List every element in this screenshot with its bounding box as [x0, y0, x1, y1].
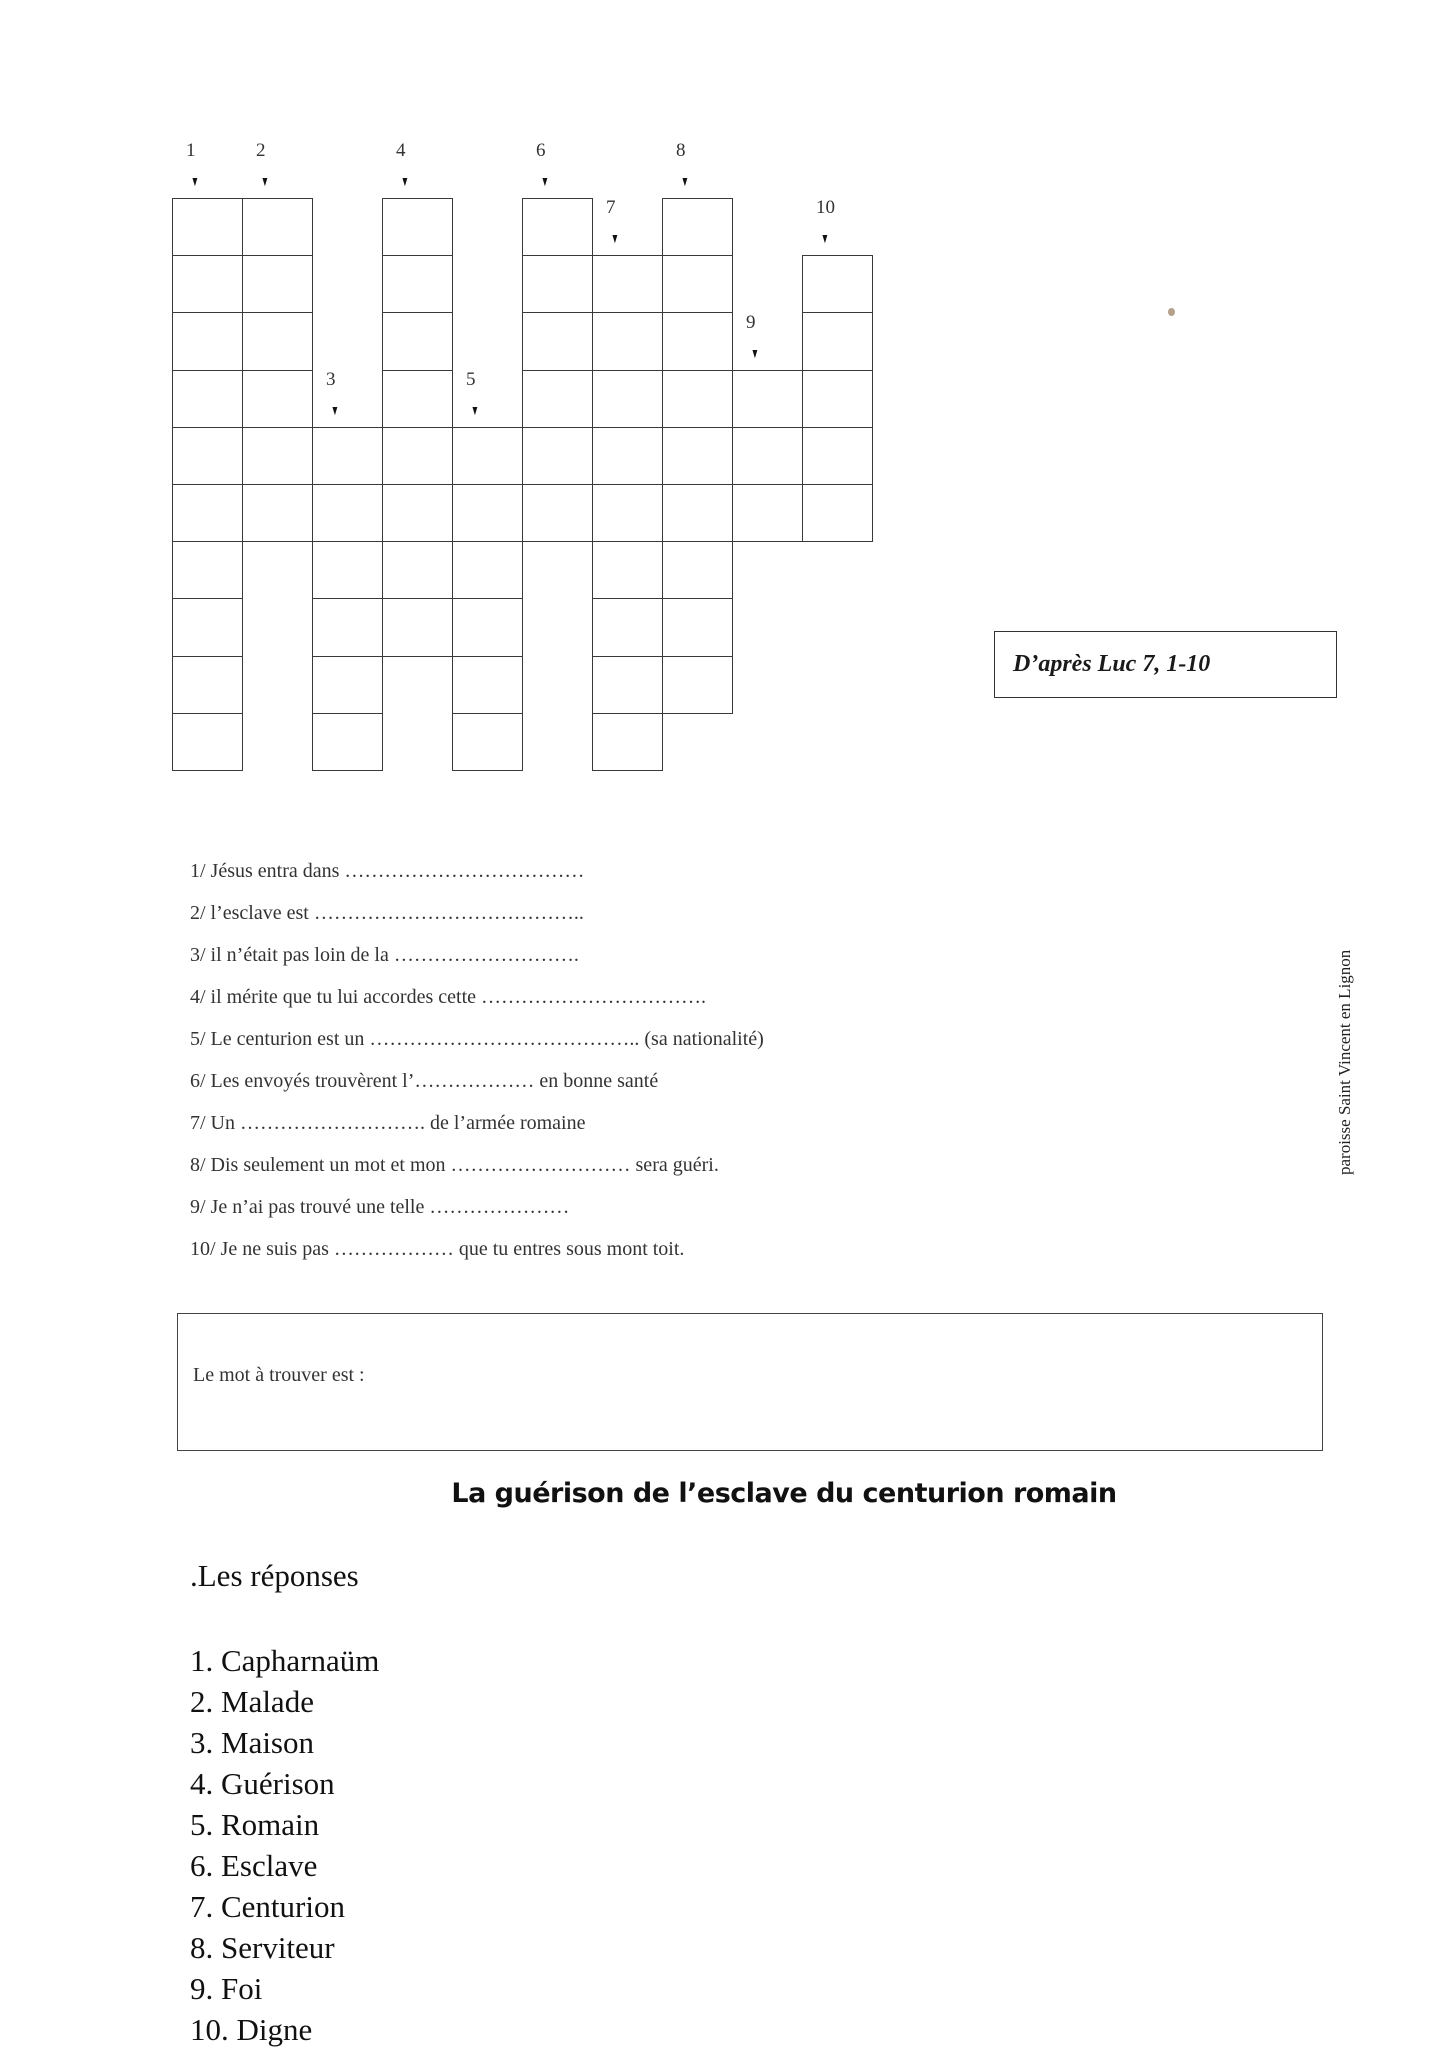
crossword-cell[interactable]: [592, 312, 663, 370]
responses-heading: .Les réponses: [190, 1558, 359, 1593]
crossword-cell[interactable]: [592, 255, 663, 313]
down-arrow-icon: ▼: [190, 175, 200, 190]
page-title: La guérison de l’esclave du centurion romain: [451, 1478, 1117, 1509]
crossword-cell[interactable]: [312, 713, 383, 771]
clue-number-label: 3: [326, 368, 336, 390]
clue-number-label: 9: [746, 311, 756, 333]
clue-item: 8/ Dis seulement un mot et mon ……………………… sera guéri.: [190, 1154, 719, 1176]
crossword-cell[interactable]: [592, 427, 663, 485]
down-arrow-icon: ▼: [330, 403, 340, 419]
crossword-cell[interactable]: [522, 484, 593, 542]
clue-item: 1/ Jésus entra dans ………………………………: [190, 860, 585, 882]
crossword-cell[interactable]: [592, 656, 663, 714]
crossword-cell[interactable]: [382, 370, 453, 428]
crossword-cell[interactable]: [592, 541, 663, 599]
crossword-cell[interactable]: [242, 370, 313, 428]
crossword-cell[interactable]: [662, 427, 733, 485]
crossword-cell[interactable]: [732, 484, 803, 542]
clue-item: 6/ Les envoyés trouvèrent l’……………… en bonne santé: [190, 1070, 659, 1092]
answer-item: 7. Centurion: [190, 1889, 345, 1924]
crossword-cell[interactable]: [172, 541, 243, 599]
crossword-cell[interactable]: [172, 370, 243, 428]
clue-number-label: 7: [606, 197, 616, 219]
crossword-cell[interactable]: [662, 312, 733, 370]
clue-number-label: 2: [256, 140, 266, 161]
crossword-cell[interactable]: [522, 312, 593, 370]
clue-number-label: 4: [396, 140, 406, 161]
down-arrow-icon: ▼: [540, 175, 550, 190]
crossword-cell[interactable]: [592, 484, 663, 542]
crossword-cell[interactable]: [382, 598, 453, 656]
clue-item: 9/ Je n’ai pas trouvé une telle …………………: [190, 1196, 570, 1218]
crossword-cell[interactable]: [172, 598, 243, 656]
crossword-cell[interactable]: [382, 255, 453, 313]
crossword-cell[interactable]: [382, 312, 453, 370]
down-arrow-icon: ▼: [260, 175, 270, 190]
clue-item: 3/ il n’était pas loin de la ……………………….: [190, 944, 579, 966]
crossword-cell[interactable]: [802, 427, 873, 485]
answer-item: 5. Romain: [190, 1807, 320, 1842]
crossword-cell[interactable]: [732, 427, 803, 485]
answer-item: 10. Digne: [190, 2012, 313, 2047]
crossword-cell[interactable]: [172, 427, 243, 485]
answer-item: 4. Guérison: [190, 1766, 335, 1801]
crossword-cell[interactable]: [172, 656, 243, 714]
crossword-cell[interactable]: [452, 427, 523, 485]
source-reference: [994, 631, 1337, 698]
crossword-cell[interactable]: [522, 427, 593, 485]
crossword-cell[interactable]: [452, 541, 523, 599]
crossword-cell[interactable]: [522, 255, 593, 313]
crossword-cell[interactable]: [522, 198, 593, 256]
crossword-cell[interactable]: [382, 484, 453, 542]
crossword-cell[interactable]: [802, 370, 873, 428]
crossword-cell[interactable]: [522, 370, 593, 428]
answer-item: 8. Serviteur: [190, 1930, 335, 1965]
source-text: D’après Luc 7, 1-10: [1013, 651, 1211, 677]
down-arrow-icon: ▼: [400, 175, 410, 190]
crossword-cell[interactable]: [662, 656, 733, 714]
crossword-cell[interactable]: [802, 484, 873, 542]
clue-number-label: 8: [676, 140, 686, 161]
clue-number-label: 10: [816, 197, 835, 219]
down-arrow-icon: ▼: [750, 346, 760, 362]
crossword-cell[interactable]: [312, 598, 383, 656]
answer-box-label: Le mot à trouver est :: [193, 1364, 365, 1386]
answer-list: [190, 1640, 379, 2050]
crossword-cell[interactable]: [382, 541, 453, 599]
answer-item: 1. Capharnaüm: [190, 1643, 380, 1678]
answer-item: 9. Foi: [190, 1971, 263, 2006]
crossword-cell[interactable]: [312, 484, 383, 542]
clue-item: 2/ l’esclave est …………………………………..: [190, 902, 584, 924]
crossword-cell[interactable]: [802, 312, 873, 370]
crossword-cell[interactable]: [662, 598, 733, 656]
answer-item: 2. Malade: [190, 1684, 314, 1719]
side-credit: paroisse Saint Vincent en Lignon: [1335, 949, 1354, 1175]
crossword-cell[interactable]: [172, 198, 243, 256]
crossword-cell[interactable]: [732, 370, 803, 428]
crossword-cell[interactable]: [592, 370, 663, 428]
crossword-cell[interactable]: [242, 198, 313, 256]
crossword-cell[interactable]: [802, 255, 873, 313]
crossword-cell[interactable]: [452, 484, 523, 542]
crossword-cell[interactable]: [452, 713, 523, 771]
crossword-cell[interactable]: [242, 255, 313, 313]
clue-list: [190, 855, 950, 1275]
crossword-cell[interactable]: [592, 713, 663, 771]
crossword-cell[interactable]: [662, 370, 733, 428]
crossword-cell[interactable]: [662, 541, 733, 599]
crossword-cell[interactable]: [312, 427, 383, 485]
down-arrow-icon: ▼: [680, 175, 690, 190]
crossword-cell[interactable]: [172, 312, 243, 370]
crossword-cell[interactable]: [452, 656, 523, 714]
crossword-cell[interactable]: [662, 255, 733, 313]
answer-item: 3. Maison: [190, 1725, 314, 1760]
crossword-cell[interactable]: [382, 427, 453, 485]
clue-number-label: 1: [186, 140, 196, 161]
crossword-cell[interactable]: [172, 484, 243, 542]
down-arrow-icon: ▼: [470, 403, 480, 419]
clue-item: 10/ Je ne suis pas ……………… que tu entres sous mont toit.: [190, 1238, 685, 1260]
crossword-cell[interactable]: [662, 198, 733, 256]
clue-number-label: 6: [536, 140, 546, 161]
clue-item: 4/ il mérite que tu lui accordes cette …………………………….: [190, 986, 706, 1008]
clue-number-label: 5: [466, 368, 476, 390]
crossword-cell[interactable]: [382, 198, 453, 256]
crossword-cell[interactable]: [242, 484, 313, 542]
crossword-cell[interactable]: [172, 713, 243, 771]
crossword-cell[interactable]: [452, 598, 523, 656]
crossword-cell[interactable]: [662, 484, 733, 542]
crossword-cell[interactable]: [242, 312, 313, 370]
down-arrow-icon: ▼: [820, 232, 830, 248]
paper-speck: [1168, 308, 1175, 316]
answer-item: 6. Esclave: [190, 1848, 318, 1883]
crossword-cell[interactable]: [312, 541, 383, 599]
crossword-cell[interactable]: [242, 427, 313, 485]
crossword-cell[interactable]: [172, 255, 243, 313]
clue-item: 5/ Le centurion est un ………………………………….. (sa nationalité): [190, 1028, 764, 1050]
answer-box: [177, 1313, 1323, 1451]
crossword-cell[interactable]: [592, 598, 663, 656]
crossword-cell[interactable]: [312, 656, 383, 714]
clue-item: 7/ Un ………………………. de l’armée romaine: [190, 1112, 586, 1134]
down-arrow-icon: ▼: [610, 232, 620, 248]
